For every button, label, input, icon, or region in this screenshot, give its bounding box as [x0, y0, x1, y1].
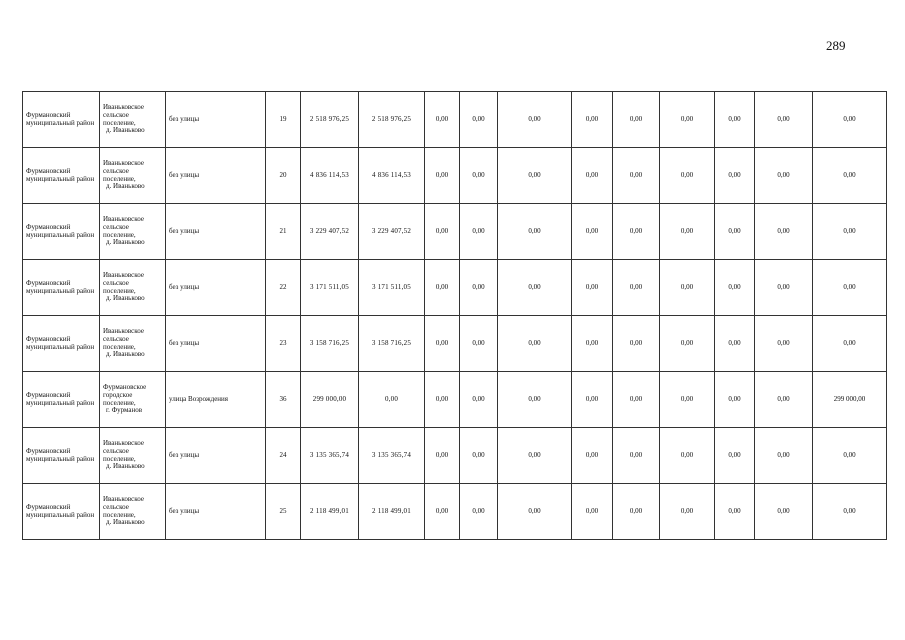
amount-cell: 0,00 [460, 204, 498, 260]
settlement-line: Иваньковское [103, 102, 144, 111]
settlement-cell [100, 484, 166, 540]
object-number-cell: 22 [266, 260, 301, 316]
street-cell: без улицы [166, 428, 266, 484]
amount-cell: 0,00 [460, 316, 498, 372]
settlement-line: Иваньковское [103, 158, 144, 167]
district-cell: Фурмановский муниципальный район [23, 148, 100, 204]
amount-cell: 0,00 [460, 372, 498, 428]
amount-cell: 0,00 [613, 260, 660, 316]
settlement-line: д. Иваньково [106, 126, 145, 135]
amount-cell: 0,00 [425, 484, 460, 540]
settlement-line: Иваньковское [103, 326, 144, 335]
amount-cell: 0,00 [498, 260, 572, 316]
table-row [23, 92, 887, 148]
amount-cell: 0,00 [660, 204, 715, 260]
amount-cell: 0,00 [572, 260, 613, 316]
amount-cell: 0,00 [572, 372, 613, 428]
district-cell: Фурмановский муниципальный район [23, 428, 100, 484]
settlement-line: Иваньковское [103, 494, 144, 503]
amount-cell: 0,00 [660, 484, 715, 540]
amount-second-cell: 3 158 716,25 [359, 316, 425, 372]
settlement-line: сельское [103, 222, 129, 231]
amount-cell: 0,00 [613, 484, 660, 540]
amount-cell: 0,00 [498, 148, 572, 204]
settlement-line: поселение, [103, 454, 136, 463]
district-cell: Фурмановский муниципальный район [23, 260, 100, 316]
amount-cell: 0,00 [715, 92, 755, 148]
object-number-cell: 25 [266, 484, 301, 540]
amount-cell: 0,00 [715, 484, 755, 540]
amount-cell: 0,00 [660, 92, 715, 148]
street-cell: без улицы [166, 92, 266, 148]
settlement-line: поселение, [103, 398, 136, 407]
registry-table [22, 91, 887, 540]
amount-cell: 0,00 [660, 372, 715, 428]
amount-total-cell: 3 135 365,74 [301, 428, 359, 484]
amount-cell: 0,00 [813, 204, 887, 260]
page-number: 289 [826, 38, 846, 53]
amount-cell: 0,00 [425, 92, 460, 148]
settlement-line: д. Иваньково [106, 238, 145, 247]
street-cell: без улицы [166, 316, 266, 372]
settlement-line: сельское [103, 278, 129, 287]
settlement-cell [100, 204, 166, 260]
street-cell: без улицы [166, 260, 266, 316]
amount-cell: 0,00 [425, 204, 460, 260]
amount-cell: 0,00 [498, 316, 572, 372]
amount-second-cell: 2 118 499,01 [359, 484, 425, 540]
amount-cell: 0,00 [755, 148, 813, 204]
amount-cell: 0,00 [460, 148, 498, 204]
amount-cell: 0,00 [425, 260, 460, 316]
amount-cell: 0,00 [460, 428, 498, 484]
district-cell: Фурмановский муниципальный район [23, 204, 100, 260]
settlement-line: поселение, [103, 286, 136, 295]
amount-cell: 0,00 [715, 316, 755, 372]
amount-cell: 0,00 [715, 372, 755, 428]
district-cell: Фурмановский муниципальный район [23, 92, 100, 148]
amount-cell: 0,00 [613, 428, 660, 484]
object-number-cell: 23 [266, 316, 301, 372]
street-cell: улица Возрождения [166, 372, 266, 428]
amount-cell: 0,00 [613, 148, 660, 204]
district-cell: Фурмановский муниципальный район [23, 316, 100, 372]
settlement-cell [100, 92, 166, 148]
amount-cell: 0,00 [755, 92, 813, 148]
amount-cell: 0,00 [755, 204, 813, 260]
amount-cell: 0,00 [660, 316, 715, 372]
object-number-cell: 20 [266, 148, 301, 204]
settlement-cell [100, 428, 166, 484]
amount-total-cell: 2 518 976,25 [301, 92, 359, 148]
amount-total-cell: 3 158 716,25 [301, 316, 359, 372]
amount-cell: 0,00 [813, 92, 887, 148]
settlement-cell [100, 148, 166, 204]
amount-cell: 0,00 [460, 260, 498, 316]
settlement-line: сельское [103, 166, 129, 175]
amount-cell: 0,00 [715, 260, 755, 316]
settlement-line: городское [103, 390, 133, 399]
district-cell: Фурмановский муниципальный район [23, 372, 100, 428]
settlement-line: д. Иваньково [106, 462, 145, 471]
settlement-line: г. Фурманов [106, 406, 143, 415]
settlement-cell [100, 316, 166, 372]
amount-cell: 0,00 [660, 428, 715, 484]
settlement-line: д. Иваньково [106, 518, 145, 527]
settlement-line: поселение, [103, 174, 136, 183]
settlement-line: Фурмановское [103, 382, 147, 391]
settlement-line: сельское [103, 502, 129, 511]
table-row [23, 428, 887, 484]
amount-total-cell: 3 171 511,05 [301, 260, 359, 316]
amount-cell: 0,00 [498, 428, 572, 484]
amount-total-cell: 4 836 114,53 [301, 148, 359, 204]
object-number-cell: 19 [266, 92, 301, 148]
amount-second-cell: 2 518 976,25 [359, 92, 425, 148]
settlement-line: поселение, [103, 510, 136, 519]
amount-total-cell: 299 000,00 [301, 372, 359, 428]
object-number-cell: 24 [266, 428, 301, 484]
settlement-line: сельское [103, 334, 129, 343]
district-cell: Фурмановский муниципальный район [23, 484, 100, 540]
amount-cell: 0,00 [498, 372, 572, 428]
settlement-cell [100, 372, 166, 428]
amount-cell: 0,00 [813, 484, 887, 540]
settlement-line: поселение, [103, 342, 136, 351]
amount-cell: 0,00 [755, 372, 813, 428]
amount-cell: 0,00 [572, 148, 613, 204]
object-number-cell: 21 [266, 204, 301, 260]
amount-cell: 0,00 [613, 204, 660, 260]
object-number-cell: 36 [266, 372, 301, 428]
amount-cell: 0,00 [813, 428, 887, 484]
amount-cell: 0,00 [660, 148, 715, 204]
settlement-line: поселение, [103, 230, 136, 239]
amount-cell: 0,00 [498, 204, 572, 260]
table-row [23, 316, 887, 372]
amount-cell: 0,00 [813, 148, 887, 204]
amount-cell: 0,00 [572, 428, 613, 484]
settlement-line: сельское [103, 110, 129, 119]
amount-cell: 0,00 [572, 92, 613, 148]
settlement-line: сельское [103, 446, 129, 455]
table-row [23, 372, 887, 428]
amount-cell: 0,00 [425, 428, 460, 484]
settlement-line: д. Иваньково [106, 182, 145, 191]
amount-cell: 0,00 [755, 316, 813, 372]
amount-cell: 0,00 [460, 92, 498, 148]
settlement-line: д. Иваньково [106, 350, 145, 359]
amount-cell: 0,00 [755, 260, 813, 316]
amount-cell: 0,00 [498, 92, 572, 148]
amount-cell: 0,00 [755, 484, 813, 540]
amount-cell: 0,00 [613, 316, 660, 372]
amount-cell: 0,00 [572, 204, 613, 260]
amount-cell: 0,00 [813, 316, 887, 372]
amount-cell: 0,00 [660, 260, 715, 316]
amount-second-cell: 4 836 114,53 [359, 148, 425, 204]
table-row [23, 260, 887, 316]
amount-cell: 0,00 [613, 372, 660, 428]
amount-cell: 0,00 [425, 148, 460, 204]
amount-total-cell: 3 229 407,52 [301, 204, 359, 260]
table-row [23, 148, 887, 204]
amount-cell: 0,00 [755, 428, 813, 484]
table-row [23, 484, 887, 540]
settlement-line: Иваньковское [103, 214, 144, 223]
amount-second-cell: 3 135 365,74 [359, 428, 425, 484]
settlement-line: поселение, [103, 118, 136, 127]
amount-cell: 0,00 [460, 484, 498, 540]
amount-cell: 0,00 [715, 204, 755, 260]
amount-second-cell: 3 171 511,05 [359, 260, 425, 316]
amount-cell: 0,00 [425, 372, 460, 428]
amount-second-cell: 0,00 [359, 372, 425, 428]
registry-body [23, 92, 887, 540]
amount-cell: 0,00 [572, 316, 613, 372]
street-cell: без улицы [166, 484, 266, 540]
amount-cell: 0,00 [715, 428, 755, 484]
street-cell: без улицы [166, 148, 266, 204]
table-row [23, 204, 887, 260]
settlement-line: Иваньковское [103, 438, 144, 447]
amount-cell: 0,00 [425, 316, 460, 372]
amount-cell: 0,00 [813, 260, 887, 316]
amount-cell: 0,00 [613, 92, 660, 148]
street-cell: без улицы [166, 204, 266, 260]
settlement-line: д. Иваньково [106, 294, 145, 303]
amount-cell: 299 000,00 [813, 372, 887, 428]
amount-cell: 0,00 [498, 484, 572, 540]
amount-cell: 0,00 [572, 484, 613, 540]
amount-total-cell: 2 118 499,01 [301, 484, 359, 540]
amount-cell: 0,00 [715, 148, 755, 204]
amount-second-cell: 3 229 407,52 [359, 204, 425, 260]
settlement-cell [100, 260, 166, 316]
settlement-line: Иваньковское [103, 270, 144, 279]
